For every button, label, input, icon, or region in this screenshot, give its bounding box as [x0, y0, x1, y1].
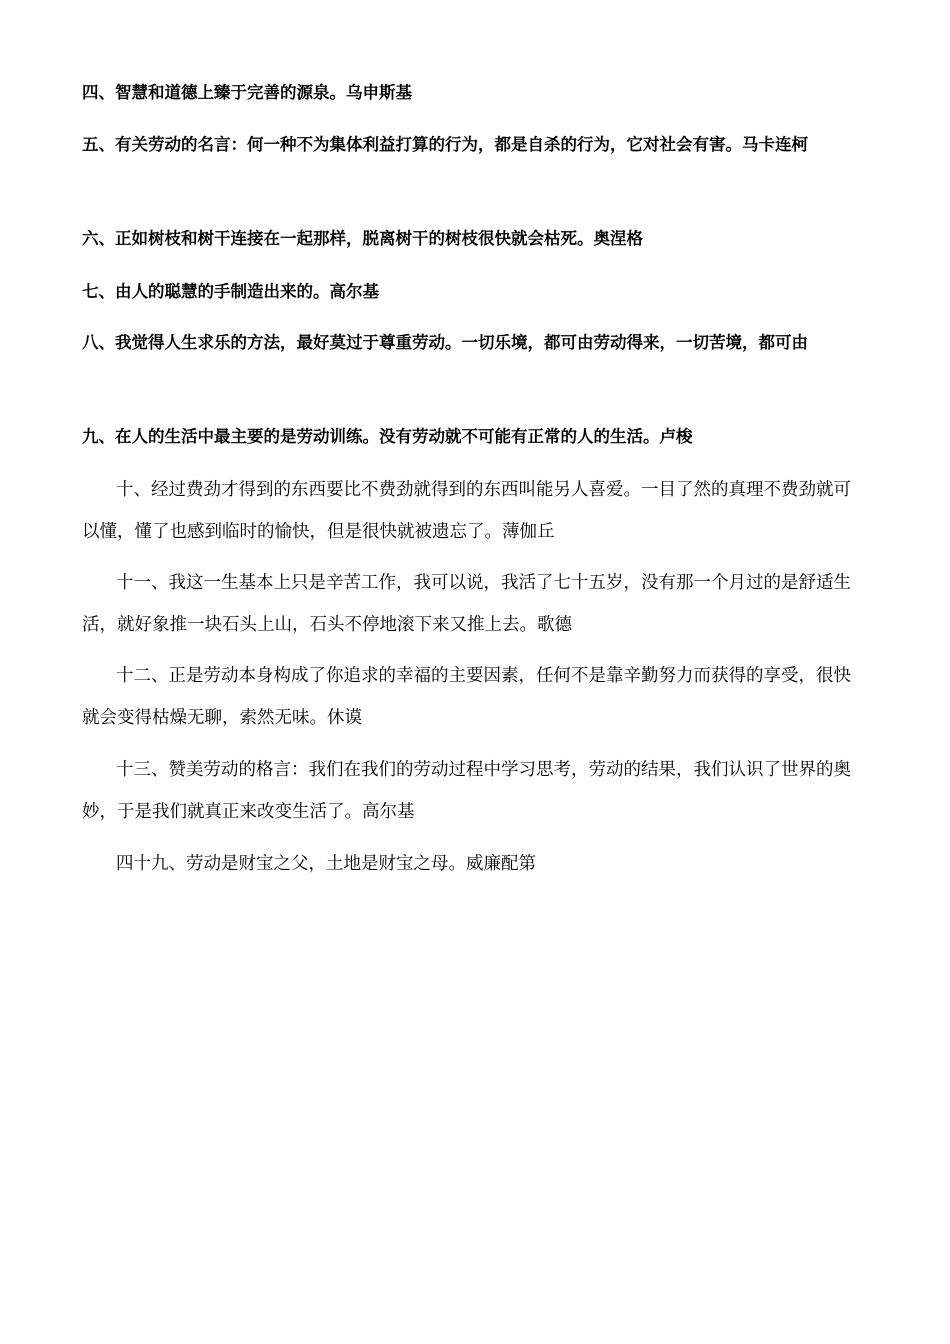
quote-item-6: 六、正如树枝和树干连接在一起那样，脱离树干的树枝很快就会枯死。奥涅格 [82, 229, 643, 248]
quote-item-4: 四、智慧和道德上臻于完善的源泉。乌申斯基 [82, 83, 412, 102]
quote-item-13: 十三、赞美劳动的格言：我们在我们的劳动过程中学习思考，劳动的结果，我们认识了世界的奥妙，于是我们就真正来改变生活了。高尔基 [82, 760, 851, 822]
quote-item-7: 七、由人的聪慧的手制造出来的。高尔基 [82, 282, 379, 301]
quote-item-12: 十二、正是劳动本身构成了你追求的幸福的主要因素，任何不是靠辛勤努力而获得的享受，很快就会变得枯燥无聊，索然无味。休谟 [82, 666, 851, 728]
quote-item-49: 四十九、劳动是财宝之父，土地是财宝之母。威廉配第 [116, 854, 536, 874]
quote-item-8: 八、我觉得人生求乐的方法，最好莫过于尊重劳动。一切乐境，都可由劳动得来，一切苦境，都可由 [82, 333, 808, 352]
quote-item-9: 九、在人的生活中最主要的是劳动训练。没有劳动就不可能有正常的人的生活。卢梭 [82, 427, 693, 446]
quote-item-5: 五、有关劳动的名言：何一种不为集体利益打算的行为，都是自杀的行为，它对社会有害。马卡连柯 [82, 135, 808, 154]
quote-item-11: 十一、我这一生基本上只是辛苦工作，我可以说，我活了七十五岁，没有那一个月过的是舒适生活，就好象推一块石头上山，石头不停地滚下来又推上去。歌德 [82, 573, 851, 635]
quote-item-10: 十、经过费劲才得到的东西要比不费劲就得到的东西叫能另人喜爱。一目了然的真理不费劲就可以懂，懂了也感到临时的愉快，但是很快就被遗忘了。薄伽丘 [82, 480, 851, 542]
